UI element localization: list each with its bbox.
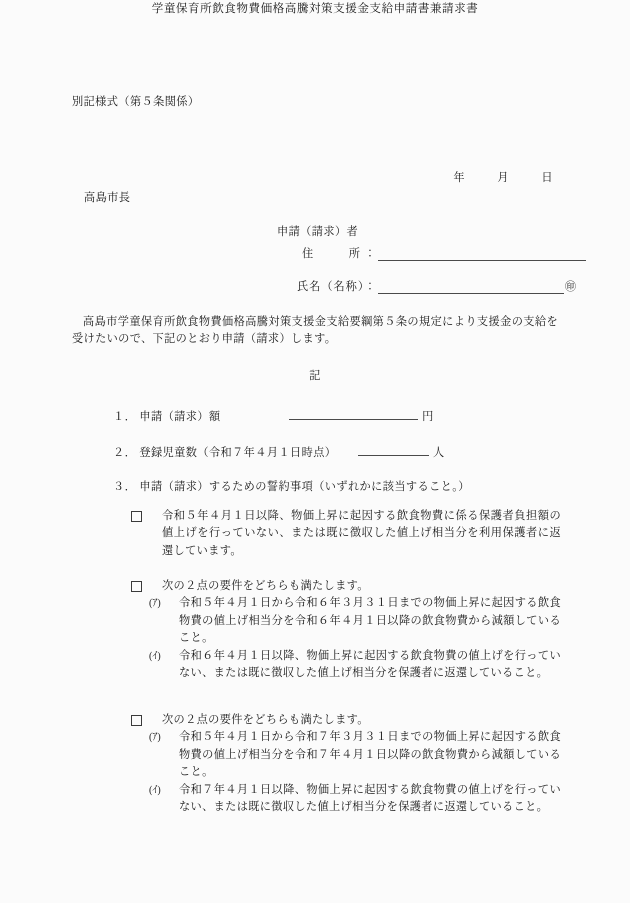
- checkbox-icon[interactable]: [131, 715, 142, 726]
- pledge-1-main: [131, 508, 561, 560]
- children-count-input[interactable]: [358, 443, 429, 456]
- seal-icon: ㊞: [565, 281, 577, 293]
- item-3-label: 申請（請求）するための誓約事項（いずれかに該当すること。）: [139, 481, 470, 493]
- checkbox-icon[interactable]: [131, 511, 142, 522]
- sub-marker-b: (ｲ): [149, 650, 161, 662]
- sub-marker-a: (ｱ): [149, 598, 161, 610]
- pledge-option-1[interactable]: [131, 508, 561, 560]
- pledge-option-2[interactable]: [131, 578, 561, 682]
- checkbox-icon[interactable]: [131, 581, 142, 592]
- name-field-row: [297, 278, 576, 294]
- pledge-3-sub-b-text: 令和７年４月１日以降、物価上昇に起因する飲食物費の値上げを行っていない、または既に徴収した値上げ相当分を保護者に返還していること。: [179, 783, 561, 814]
- amount-input[interactable]: [289, 407, 418, 420]
- name-label: 氏名（名称）：: [297, 281, 376, 293]
- sub-marker-a: (ｱ): [149, 732, 161, 744]
- address-input[interactable]: [378, 247, 586, 261]
- address-field-row: [302, 245, 586, 261]
- pledge-3-sub-a-text: 令和５年４月１日から令和７年３月３１日までの物価上昇に起因する飲食物費の値上げ相当分を令和７年４月１日以降の飲食物費から減額していること。: [179, 731, 561, 779]
- pledge-2-sub-b-text: 令和６年４月１日以降、物価上昇に起因する飲食物費の値上げを行っていない、または既に徴収した値上げ相当分を保護者に返還していること。: [179, 649, 561, 680]
- address-label: 住 所：: [302, 248, 376, 260]
- pledge-2-sub-a-text: 令和５年４月１日から令和６年３月３１日までの物価上昇に起因する飲食物費の値上げ相当分を令和６年４月１日以降の飲食物費から減額していること。: [179, 597, 561, 645]
- date-year-label: 年: [453, 172, 465, 184]
- item-2-label: 登録児童数（令和７年４月１日時点）: [139, 447, 337, 459]
- ki-marker: 記: [309, 370, 321, 382]
- item-3-number: ３．: [113, 481, 137, 493]
- item-1-label: 申請（請求）額: [139, 411, 221, 423]
- applicant-heading: 申請（請求）者: [277, 226, 359, 238]
- page-title: 学童保育所飲食物費価格高騰対策支援金支給申請書兼請求書: [151, 2, 479, 15]
- pledge-1-text: 令和５年４月１日以降、物価上昇に起因する飲食物費に係る保護者負担額の値上げを行っていない、または既に徴収した値上げ相当分を利用保護者に返還しています。: [162, 510, 561, 557]
- item-2-number: ２．: [113, 447, 137, 459]
- amount-unit: 円: [422, 411, 434, 423]
- pledge-3-text: 次の２点の要件をどちらも満たします。: [162, 714, 369, 726]
- date-day-label: 日: [541, 172, 553, 184]
- children-count-unit: 人: [433, 447, 445, 459]
- body-paragraph: 高島市学童保育所飲食物費価格高騰対策支援金支給要綱第５条の規定により支援金の支給を受けたいので、下記のとおり申請（請求）します。: [72, 316, 558, 346]
- pledge-3-sub-item-b: [131, 782, 561, 817]
- name-input[interactable]: [378, 280, 564, 294]
- pledge-3-main: [131, 712, 561, 729]
- date-month-label: 月: [497, 172, 509, 184]
- pledge-option-3[interactable]: [131, 712, 561, 816]
- sub-marker-b: (ｲ): [149, 784, 161, 796]
- pledge-2-sub-item-a: [131, 595, 561, 647]
- item-registered-children: [113, 443, 445, 460]
- pledge-2-sub-item-b: [131, 648, 561, 683]
- pledge-2-main: [131, 578, 561, 595]
- pledge-2-text: 次の２点の要件をどちらも満たします。: [162, 580, 369, 592]
- addressee: 高島市長: [84, 192, 131, 204]
- date-line: [0, 170, 553, 187]
- form-number: 別記様式（第５条関係）: [72, 96, 200, 108]
- item-pledge-heading: [113, 478, 470, 494]
- pledge-3-sub-item-a: [131, 729, 561, 781]
- item-1-number: １．: [113, 411, 137, 423]
- item-application-amount: [113, 407, 434, 424]
